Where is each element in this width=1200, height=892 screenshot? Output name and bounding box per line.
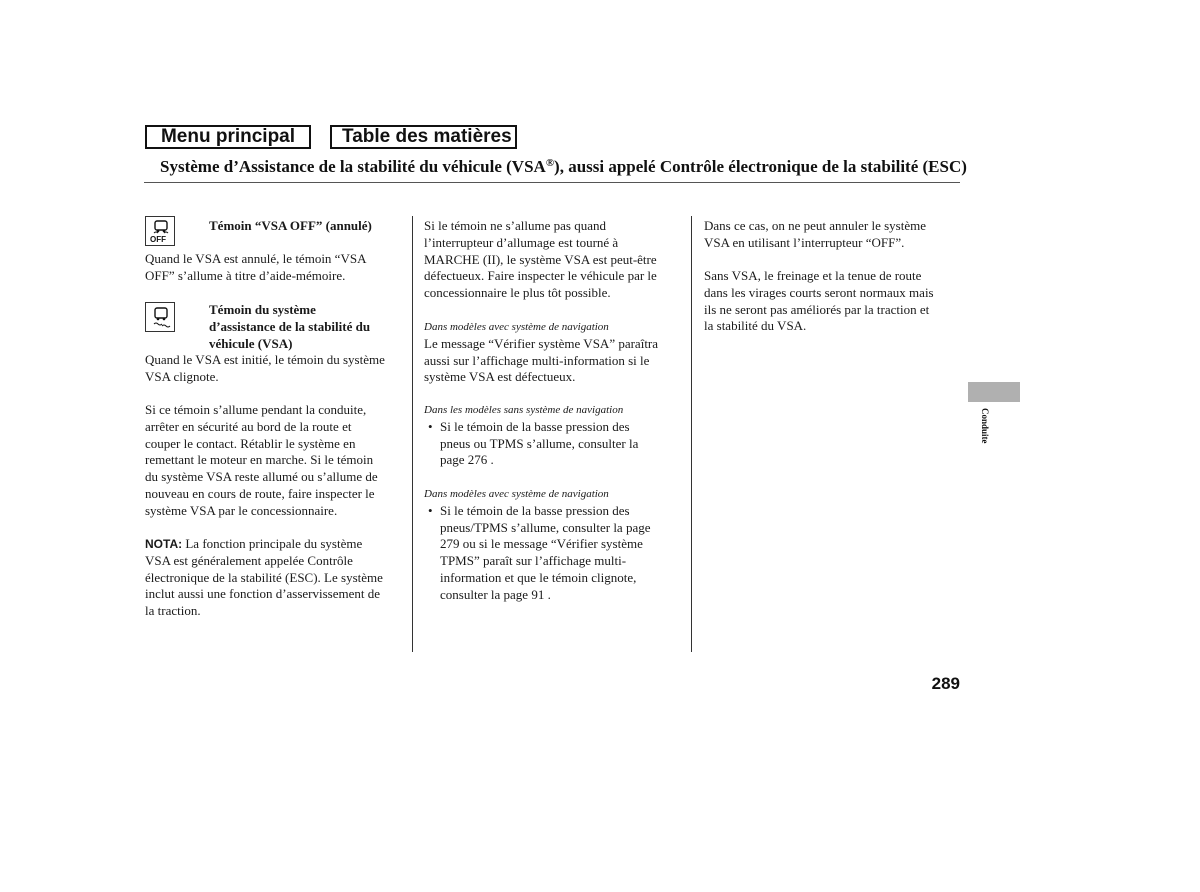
text-line: • Si le témoin de la basse pression des bbox=[440, 418, 630, 434]
nota-paragraph bbox=[145, 536, 410, 620]
text-line: VSA est généralement appelée Contrôle bbox=[145, 552, 353, 568]
text-line: du système VSA reste allumé ou s’allume de bbox=[145, 469, 378, 485]
section-tab[interactable] bbox=[968, 382, 1020, 402]
page-link-279[interactable]: 279 ou si le message “Vérifier système bbox=[440, 536, 643, 552]
text-line: pneus ou TPMS s’allume, consulter la bbox=[440, 435, 639, 451]
heading-vsa-off bbox=[209, 218, 399, 235]
text-line: aussi sur l’affichage multi-information si le bbox=[424, 352, 650, 368]
text-line: Dans ce cas, on ne peut annuler le système bbox=[704, 218, 927, 233]
paragraph-cannot-cancel bbox=[704, 218, 964, 252]
column-divider bbox=[691, 216, 692, 652]
text-line: la traction. bbox=[145, 603, 201, 619]
heading-vsa bbox=[209, 302, 404, 352]
list-item bbox=[424, 419, 689, 469]
text-line: La fonction principale du système bbox=[182, 536, 363, 551]
text-line: couper le contact. Rétablir le système en bbox=[145, 435, 356, 451]
nota-label: NOTA: bbox=[145, 537, 183, 551]
heading-line: Témoin du système bbox=[209, 302, 316, 317]
text-line: inclut aussi une fonction d’asservissement de bbox=[145, 586, 381, 602]
title-main: Système d’Assistance de la stabilité du véhicule (VSA bbox=[160, 157, 546, 176]
vsa-indicator-icon bbox=[145, 302, 175, 332]
page-title bbox=[160, 154, 970, 180]
heading-line: véhicule (VSA) bbox=[209, 335, 293, 351]
text-line: • Si le témoin de la basse pression des bbox=[440, 502, 630, 518]
title-divider bbox=[144, 182, 960, 183]
paragraph-vsa-off bbox=[145, 251, 407, 285]
text-line: TPMS” paraît sur l’affichage multi- bbox=[440, 553, 627, 569]
navigation-note-3 bbox=[424, 486, 689, 604]
section-label: Conduite bbox=[980, 408, 990, 444]
page-number: 289 bbox=[931, 674, 960, 693]
text-line: remettant le moteur en marche. Si le témoin bbox=[145, 452, 374, 468]
text-line: la stabilité du VSA. bbox=[704, 318, 807, 334]
registered-mark: ® bbox=[545, 157, 555, 169]
text-line: nouveau en cours de route, faire inspecter le bbox=[145, 485, 375, 501]
text-line: Quand le VSA est initié, le témoin du système bbox=[145, 352, 385, 367]
text-line: OFF” s’allume à titre d’aide-mémoire. bbox=[145, 267, 346, 283]
text-line: MARCHE (II), le système VSA est peut-être bbox=[424, 251, 657, 267]
vsa-off-indicator-icon bbox=[145, 216, 175, 246]
navigation-note-2 bbox=[424, 402, 689, 469]
note-text: Dans modèles avec système de navigation bbox=[424, 488, 609, 500]
paragraph-without-vsa bbox=[704, 268, 964, 335]
main-menu-button[interactable]: Menu principal bbox=[145, 125, 311, 149]
text-line: Sans VSA, le freinage et la tenue de route bbox=[704, 268, 922, 283]
heading-line: d’assistance de la stabilité du bbox=[209, 318, 371, 334]
text-line: VSA en utilisant l’interrupteur “OFF”. bbox=[704, 234, 905, 250]
text-line: dans les virages courts seront normaux mais bbox=[704, 284, 934, 300]
text-line: ils ne seront pas améliorés par la traction et bbox=[704, 301, 930, 317]
text-line: VSA clignote. bbox=[145, 368, 219, 384]
paragraph-ignition bbox=[424, 218, 689, 302]
text-line: système VSA est défectueux. bbox=[424, 369, 576, 385]
text-line: défectueux. Faire inspecter le véhicule par le bbox=[424, 268, 657, 284]
note-text: Dans modèles avec système de navigation bbox=[424, 321, 609, 333]
text-line: Si ce témoin s’allume pendant la conduite, bbox=[145, 402, 367, 417]
navigation-note-1 bbox=[424, 319, 689, 386]
text-line: Quand le VSA est annulé, le témoin “VSA bbox=[145, 251, 367, 266]
list-item bbox=[424, 503, 689, 604]
text-line: information et que le témoin clignote, bbox=[440, 569, 637, 585]
text-line: électronique de la stabilité (ESC). Le système bbox=[145, 569, 383, 585]
text-line: l’interrupteur d’allumage est tourné à bbox=[424, 234, 619, 250]
heading-text: Témoin “VSA OFF” (annulé) bbox=[209, 218, 372, 233]
column-divider bbox=[412, 216, 413, 652]
table-of-contents-button[interactable]: Table des matières bbox=[330, 125, 517, 149]
page-link-276[interactable]: page 276 . bbox=[440, 452, 494, 468]
text-line: concessionnaire le plus tôt possible. bbox=[424, 285, 611, 301]
paragraph-vsa-initiated bbox=[145, 352, 410, 386]
paragraph-vsa-driving bbox=[145, 402, 410, 520]
title-rest: ), aussi appelé Contrôle électronique de la stabilité (ESC) bbox=[554, 157, 967, 176]
text-line: pneus/TPMS s’allume, consulter la page bbox=[440, 519, 651, 535]
note-text: Dans les modèles sans système de navigation bbox=[424, 404, 624, 416]
text-line: Le message “Vérifier système VSA” paraîtra bbox=[424, 335, 659, 351]
icon-off-label: OFF bbox=[150, 235, 166, 244]
text-line: arrêter en sécurité au bord de la route et bbox=[145, 418, 352, 434]
text-line: Si le témoin ne s’allume pas quand bbox=[424, 218, 606, 233]
page-link-91[interactable]: consulter la page 91 . bbox=[440, 586, 551, 602]
text-line: système VSA par le concessionnaire. bbox=[145, 502, 338, 518]
